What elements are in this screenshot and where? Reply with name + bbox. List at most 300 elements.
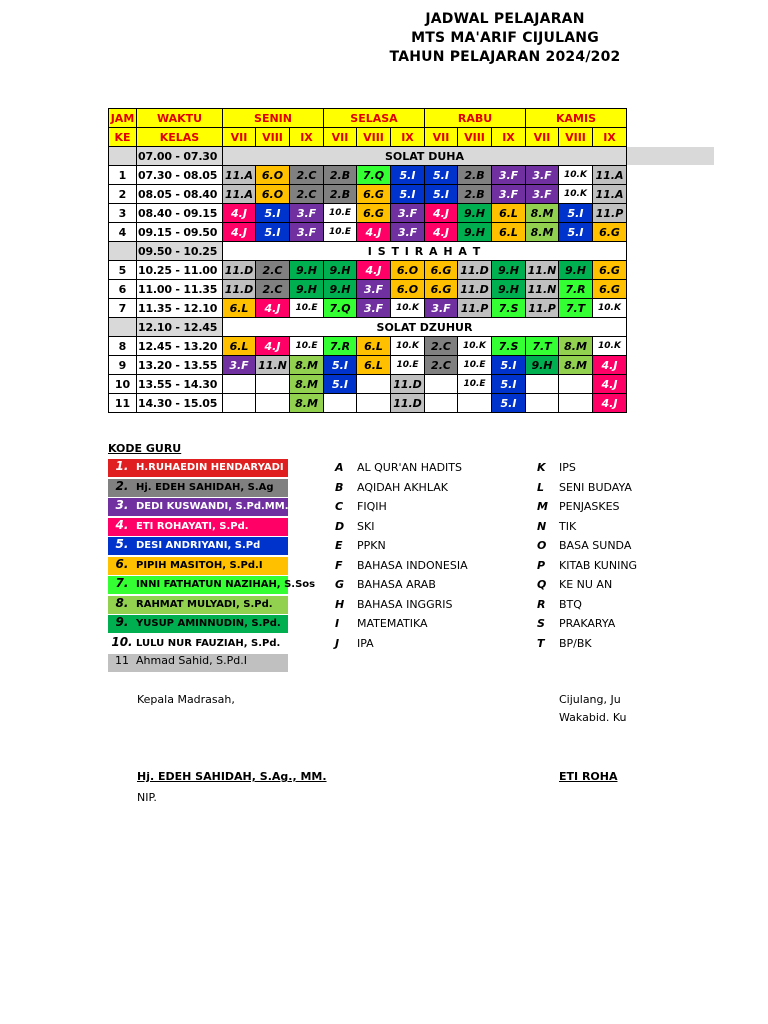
- class-cell: 10.E: [458, 356, 492, 375]
- subject-entry: [335, 578, 515, 591]
- subject-entry: [537, 637, 627, 650]
- subject-name: BP/BK: [559, 636, 592, 650]
- teacher-number: 9.: [115, 615, 129, 629]
- schedule-row: [109, 166, 627, 185]
- kode-guru-title: KODE GURU: [108, 442, 182, 455]
- ke-header: KE: [109, 128, 137, 147]
- class-cell: 2.C: [290, 166, 324, 185]
- subject-name: AL QUR'AN HADITS: [357, 461, 462, 474]
- class-cell: 10.E: [290, 337, 324, 356]
- period-number: 2: [109, 185, 137, 204]
- class-cell: 3.F: [526, 166, 559, 185]
- class-cell: 3.F: [357, 299, 391, 318]
- subject-code: P: [537, 558, 546, 572]
- subject-code: K: [537, 461, 546, 474]
- subject-name: BAHASA ARAB: [357, 578, 436, 591]
- subject-entry: [537, 500, 627, 513]
- class-cell: 6.O: [256, 185, 290, 204]
- class-cell: [526, 375, 559, 394]
- subject-entry: [335, 559, 515, 572]
- subject-name: PRAKARYA: [559, 617, 616, 630]
- page-title-line1: JADWAL PELAJARAN: [425, 11, 585, 27]
- grade-header: VIII: [256, 128, 290, 147]
- day-header-senin: SENIN: [223, 109, 324, 128]
- class-cell: 5.I: [559, 223, 593, 242]
- class-cell: 6.G: [357, 185, 391, 204]
- class-cell: 4.J: [593, 375, 627, 394]
- teacher-entry: [108, 596, 288, 614]
- period-time: 13.20 - 13.55: [137, 356, 223, 375]
- subject-code: B: [335, 480, 344, 494]
- period-time: 08.05 - 08.40: [137, 185, 223, 204]
- class-cell: 6.O: [391, 261, 425, 280]
- class-cell: 10.E: [391, 356, 425, 375]
- subject-code: L: [537, 480, 545, 494]
- class-cell: 3.F: [223, 356, 256, 375]
- class-cell: 5.I: [256, 223, 290, 242]
- class-cell: 8.M: [559, 337, 593, 356]
- grade-header: VII: [526, 128, 559, 147]
- class-cell: 2.B: [324, 185, 357, 204]
- class-cell: 9.H: [290, 261, 324, 280]
- teacher-name: ETI ROHAYATI, S.Pd.: [136, 520, 249, 532]
- subject-name: TIK: [559, 519, 577, 533]
- class-cell: 4.J: [425, 204, 458, 223]
- period-number: [109, 242, 137, 261]
- class-cell: 6.L: [492, 204, 526, 223]
- subject-code: T: [537, 636, 545, 650]
- period-time: 09.15 - 09.50: [137, 223, 223, 242]
- period-number: 10: [109, 375, 137, 394]
- class-cell: 5.I: [324, 375, 357, 394]
- class-cell: 11.A: [593, 185, 627, 204]
- subject-entry: [335, 520, 515, 533]
- subject-code: E: [335, 539, 343, 552]
- class-cell: 9.H: [559, 261, 593, 280]
- class-cell: 10.K: [559, 185, 593, 204]
- class-cell: 5.I: [492, 394, 526, 413]
- subject-name: IPA: [357, 636, 374, 650]
- principal-nip: NIP.: [137, 791, 157, 804]
- teacher-name: Ahmad Sahid, S.Pd.I: [136, 654, 247, 667]
- class-cell: 9.H: [324, 261, 357, 280]
- grade-header: VII: [223, 128, 256, 147]
- solat-duha-overflow-bar: [627, 147, 714, 165]
- subject-code: N: [537, 519, 547, 533]
- class-cell: 5.I: [324, 356, 357, 375]
- class-cell: 6.L: [357, 356, 391, 375]
- teacher-name: DEDI KUSWANDI, S.Pd.MM.: [136, 501, 289, 512]
- class-cell: 6.G: [425, 261, 458, 280]
- break-row: [109, 147, 627, 166]
- class-cell: 4.J: [593, 356, 627, 375]
- subject-code: O: [537, 539, 547, 552]
- teacher-number: 3.: [115, 498, 129, 512]
- class-cell: 5.I: [559, 204, 593, 223]
- jam-header: JAM: [109, 109, 137, 128]
- subject-code: R: [537, 597, 546, 611]
- schedule-row: [109, 185, 627, 204]
- vice-name: ETI ROHA: [559, 770, 618, 783]
- principal-name: Hj. EDEH SAHIDAH, S.Ag., MM.: [137, 770, 327, 783]
- subject-name: BAHASA INGGRIS: [357, 597, 453, 611]
- class-cell: 11.N: [256, 356, 290, 375]
- class-cell: 8.M: [526, 204, 559, 223]
- teacher-entry: [108, 479, 288, 497]
- class-cell: [357, 394, 391, 413]
- class-cell: 4.J: [223, 223, 256, 242]
- teacher-name: H.RUHAEDIN HENDARYADI: [136, 462, 284, 473]
- teacher-number: 10.: [111, 634, 133, 649]
- class-cell: [458, 394, 492, 413]
- subject-code: Q: [537, 578, 547, 591]
- class-cell: 11.N: [526, 280, 559, 299]
- teacher-entry: [108, 557, 288, 575]
- class-cell: 5.I: [425, 166, 458, 185]
- class-cell: 8.M: [290, 394, 324, 413]
- break-row: [109, 318, 627, 337]
- class-cell: 6.O: [256, 166, 290, 185]
- period-time: 12.10 - 12.45: [137, 318, 223, 337]
- class-cell: 7.R: [324, 337, 357, 356]
- class-cell: 7.T: [526, 337, 559, 356]
- teacher-entry: [108, 518, 288, 536]
- period-number: 9: [109, 356, 137, 375]
- subject-code: D: [335, 519, 345, 533]
- class-cell: [223, 394, 256, 413]
- class-cell: 6.L: [357, 337, 391, 356]
- subject-name: KITAB KUNING: [559, 558, 638, 572]
- class-cell: 3.F: [391, 223, 425, 242]
- schedule-row: [109, 375, 627, 394]
- period-time: 09.50 - 10.25: [137, 242, 223, 261]
- subject-name: BASA SUNDA: [559, 539, 632, 552]
- subject-name: PENJASKES: [559, 500, 620, 513]
- class-cell: 4.J: [425, 223, 458, 242]
- period-number: 1: [109, 166, 137, 185]
- schedule-row: [109, 337, 627, 356]
- subject-entry: [537, 617, 627, 630]
- class-cell: 9.H: [290, 280, 324, 299]
- subject-entry: [537, 520, 627, 533]
- period-number: 6: [109, 280, 137, 299]
- class-cell: 10.K: [391, 337, 425, 356]
- teacher-number: 5.: [115, 537, 129, 551]
- teacher-entry: [108, 615, 288, 633]
- class-cell: 11.N: [526, 261, 559, 280]
- class-cell: 3.F: [391, 204, 425, 223]
- class-cell: 5.I: [256, 204, 290, 223]
- subject-code: S: [537, 617, 545, 630]
- class-cell: 5.I: [492, 375, 526, 394]
- schedule-row: [109, 204, 627, 223]
- page-title-line3: TAHUN PELAJARAN 2024/202: [389, 49, 621, 65]
- header-row-days: [109, 109, 627, 128]
- class-cell: 8.M: [526, 223, 559, 242]
- period-number: 7: [109, 299, 137, 318]
- subject-entry: [335, 598, 515, 611]
- subject-code: J: [335, 636, 340, 650]
- subject-code: F: [335, 558, 343, 572]
- subject-entry: [335, 461, 515, 474]
- teacher-entry: [108, 576, 316, 594]
- class-cell: 3.F: [526, 185, 559, 204]
- class-cell: [357, 375, 391, 394]
- class-cell: 2.B: [324, 166, 357, 185]
- subject-entry: [335, 637, 515, 650]
- class-cell: 10.K: [458, 337, 492, 356]
- day-header-kamis: KAMIS: [526, 109, 627, 128]
- page-title-line2: MTS MA'ARIF CIJULANG: [411, 30, 599, 46]
- subject-entry: [537, 480, 632, 494]
- teacher-entry: [108, 459, 288, 477]
- teacher-entry: [108, 537, 288, 555]
- subject-entry: [537, 558, 638, 572]
- class-cell: 5.I: [391, 185, 425, 204]
- class-cell: 6.L: [223, 337, 256, 356]
- class-cell: 11.D: [458, 280, 492, 299]
- teacher-name: LULU NUR FAUZIAH, S.Pd.: [136, 637, 281, 649]
- class-cell: [559, 394, 593, 413]
- class-cell: 3.F: [425, 299, 458, 318]
- class-cell: [223, 375, 256, 394]
- period-number: 11: [109, 394, 137, 413]
- grade-header: VII: [425, 128, 458, 147]
- class-cell: 6.L: [223, 299, 256, 318]
- kelas-header: KELAS: [137, 128, 223, 147]
- class-cell: 11.A: [593, 166, 627, 185]
- class-cell: 8.M: [290, 375, 324, 394]
- teacher-name: PIPIH MASITOH, S.Pd.I: [136, 559, 263, 571]
- period-time: 07.30 - 08.05: [137, 166, 223, 185]
- subject-code: M: [537, 500, 548, 513]
- teacher-entry: [108, 654, 288, 672]
- day-header-rabu: RABU: [425, 109, 526, 128]
- period-time: 11.00 - 11.35: [137, 280, 223, 299]
- class-cell: 2.C: [290, 185, 324, 204]
- grade-header: VIII: [559, 128, 593, 147]
- class-cell: 11.P: [458, 299, 492, 318]
- schedule-row: [109, 356, 627, 375]
- teacher-number: 2.: [115, 478, 129, 493]
- period-time: 10.25 - 11.00: [137, 261, 223, 280]
- class-cell: 10.K: [391, 299, 425, 318]
- teacher-number: 6.: [115, 556, 129, 571]
- class-cell: 7.S: [492, 337, 526, 356]
- teacher-name: RAHMAT MULYADI, S.Pd.: [136, 598, 273, 610]
- class-cell: 4.J: [223, 204, 256, 223]
- class-cell: 10.E: [324, 223, 357, 242]
- teacher-number: 7.: [115, 576, 129, 590]
- class-cell: 6.G: [357, 204, 391, 223]
- class-cell: 11.A: [223, 166, 256, 185]
- class-cell: 7.R: [559, 280, 593, 299]
- class-cell: 11.P: [526, 299, 559, 318]
- subject-name: FIQIH: [357, 500, 387, 513]
- class-cell: 2.B: [458, 185, 492, 204]
- class-cell: 10.K: [593, 337, 627, 356]
- grade-header: VIII: [458, 128, 492, 147]
- subject-code: C: [335, 500, 344, 513]
- subject-entry: [537, 598, 627, 611]
- class-cell: 4.J: [357, 223, 391, 242]
- class-cell: 10.E: [458, 375, 492, 394]
- principal-role: Kepala Madrasah,: [137, 693, 235, 706]
- class-cell: [559, 375, 593, 394]
- class-cell: 3.F: [357, 280, 391, 299]
- class-cell: [324, 394, 357, 413]
- class-cell: 5.I: [425, 185, 458, 204]
- class-cell: 9.H: [526, 356, 559, 375]
- subject-name: SENI BUDAYA: [559, 480, 632, 494]
- class-cell: 4.J: [593, 394, 627, 413]
- class-cell: 7.Q: [324, 299, 357, 318]
- schedule-table: [108, 108, 627, 413]
- grade-header: IX: [290, 128, 324, 147]
- period-number: 4: [109, 223, 137, 242]
- class-cell: 11.D: [458, 261, 492, 280]
- subject-entry: [335, 539, 515, 552]
- class-cell: 4.J: [357, 261, 391, 280]
- period-number: [109, 147, 137, 166]
- class-cell: 10.K: [593, 299, 627, 318]
- class-cell: 6.G: [425, 280, 458, 299]
- class-cell: 8.M: [290, 356, 324, 375]
- subject-code: H: [335, 597, 345, 611]
- teacher-name: Hj. EDEH SAHIDAH, S.Ag: [136, 481, 274, 493]
- period-time: 08.40 - 09.15: [137, 204, 223, 223]
- class-cell: [425, 375, 458, 394]
- teacher-entry: [108, 635, 288, 653]
- period-number: [109, 318, 137, 337]
- teacher-name: YUSUP AMINNUDIN, S.Pd.: [136, 618, 281, 629]
- subject-code: I: [335, 617, 340, 630]
- subject-entry: [335, 500, 515, 513]
- class-cell: 7.Q: [357, 166, 391, 185]
- class-cell: 3.F: [492, 185, 526, 204]
- class-cell: 3.F: [290, 204, 324, 223]
- class-cell: 11.A: [223, 185, 256, 204]
- class-cell: 11.D: [391, 375, 425, 394]
- class-cell: 6.G: [593, 280, 627, 299]
- grade-header: IX: [391, 128, 425, 147]
- class-cell: 11.D: [223, 280, 256, 299]
- break-row: [109, 242, 627, 261]
- class-cell: 6.G: [593, 223, 627, 242]
- subject-code: G: [335, 578, 345, 591]
- subject-entry: [537, 539, 632, 552]
- class-cell: 2.C: [256, 280, 290, 299]
- schedule-table-container: [108, 108, 627, 428]
- grade-header: IX: [593, 128, 627, 147]
- class-cell: 9.H: [458, 223, 492, 242]
- break-label: SOLAT DUHA: [223, 147, 627, 166]
- class-cell: [526, 394, 559, 413]
- grade-header: IX: [492, 128, 526, 147]
- grade-header: VIII: [357, 128, 391, 147]
- break-label: I S T I R A H A T: [223, 242, 627, 261]
- subject-entry: [335, 481, 515, 494]
- subject-name: IPS: [559, 461, 576, 474]
- period-time: 12.45 - 13.20: [137, 337, 223, 356]
- header-row-grades: [109, 128, 627, 147]
- period-number: 3: [109, 204, 137, 223]
- teacher-name: INNI FATHATUN NAZIHAH, S.Sos: [136, 579, 316, 590]
- class-cell: [425, 394, 458, 413]
- class-cell: 10.K: [559, 166, 593, 185]
- vice-role: Wakabid. Ku: [559, 711, 627, 724]
- period-time: 14.30 - 15.05: [137, 394, 223, 413]
- subject-name: MATEMATIKA: [357, 617, 428, 630]
- subject-name: BAHASA INDONESIA: [357, 558, 468, 572]
- class-cell: [256, 375, 290, 394]
- class-cell: 10.E: [324, 204, 357, 223]
- class-cell: 4.J: [256, 337, 290, 356]
- class-cell: 10.E: [290, 299, 324, 318]
- period-number: 5: [109, 261, 137, 280]
- day-header-selasa: SELASA: [324, 109, 425, 128]
- class-cell: 6.G: [593, 261, 627, 280]
- schedule-row: [109, 261, 627, 280]
- class-cell: 3.F: [492, 166, 526, 185]
- teacher-entry: [108, 498, 288, 516]
- class-cell: 5.I: [492, 356, 526, 375]
- subject-code: A: [335, 461, 344, 474]
- class-cell: 9.H: [324, 280, 357, 299]
- class-cell: 6.L: [492, 223, 526, 242]
- class-cell: 2.B: [458, 166, 492, 185]
- subject-name: SKI: [357, 519, 375, 533]
- class-cell: 2.C: [425, 356, 458, 375]
- subject-entry: [537, 578, 627, 591]
- schedule-row: [109, 280, 627, 299]
- class-cell: 4.J: [256, 299, 290, 318]
- schedule-row: [109, 299, 627, 318]
- teacher-number: 8.: [115, 595, 129, 610]
- break-label: SOLAT DZUHUR: [223, 318, 627, 337]
- period-time: 07.00 - 07.30: [137, 147, 223, 166]
- subject-name: AQIDAH AKHLAK: [357, 480, 448, 494]
- subject-entry: [335, 617, 515, 630]
- subject-name: KE NU AN: [559, 578, 613, 591]
- subject-name: BTQ: [559, 597, 582, 611]
- period-time: 11.35 - 12.10: [137, 299, 223, 318]
- class-cell: 9.H: [458, 204, 492, 223]
- class-cell: 9.H: [492, 280, 526, 299]
- class-cell: 9.H: [492, 261, 526, 280]
- class-cell: 11.D: [391, 394, 425, 413]
- teacher-number: 11: [115, 654, 129, 667]
- place-date: Cijulang, Ju: [559, 693, 621, 706]
- waktu-header: WAKTU: [137, 109, 223, 128]
- class-cell: 5.I: [391, 166, 425, 185]
- period-number: 8: [109, 337, 137, 356]
- class-cell: [256, 394, 290, 413]
- subject-entry: [537, 461, 627, 474]
- class-cell: 3.F: [290, 223, 324, 242]
- schedule-row: [109, 223, 627, 242]
- class-cell: 11.D: [223, 261, 256, 280]
- grade-header: VII: [324, 128, 357, 147]
- class-cell: 6.O: [391, 280, 425, 299]
- teacher-number: 4.: [115, 517, 129, 532]
- class-cell: 8.M: [559, 356, 593, 375]
- period-time: 13.55 - 14.30: [137, 375, 223, 394]
- class-cell: 7.S: [492, 299, 526, 318]
- schedule-row: [109, 394, 627, 413]
- class-cell: 2.C: [256, 261, 290, 280]
- subject-name: PPKN: [357, 539, 386, 552]
